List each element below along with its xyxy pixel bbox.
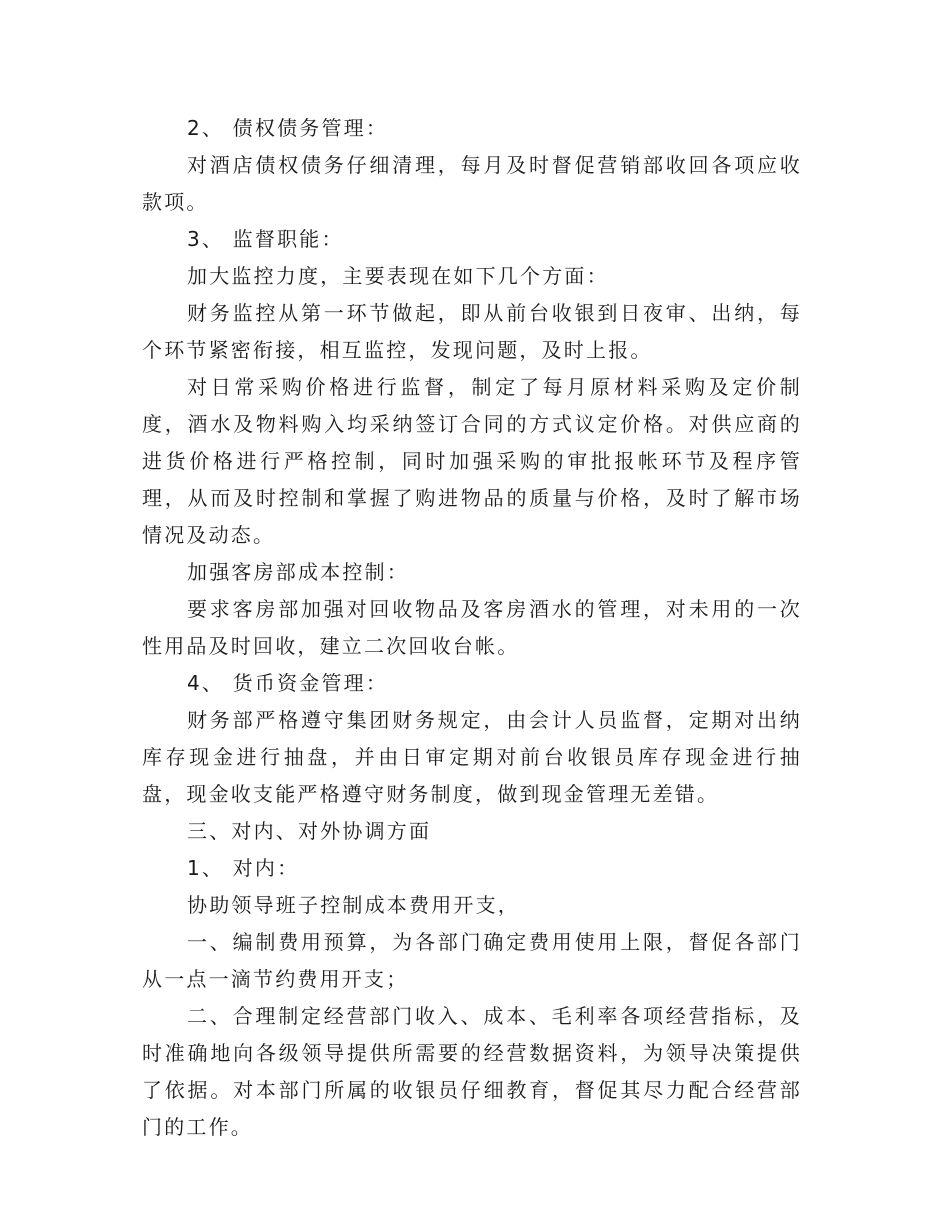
section-heading-coordination: 三、对内、对外协调方面 [187,819,432,843]
section-heading-cash-management: 4、 货币资金管理： [187,671,389,695]
paragraph-monitoring-intro: 加大监控力度，主要表现在如下几个方面： [187,264,609,288]
paragraph-debt-cleanup: 对酒店债权债务仔细清理，每月及时督促营销部收回各项应收款项。 [142,153,802,214]
paragraph-operating-indicators: 二、合理制定经营部门收入、成本、毛利率各项经营指标，及时准确地向各级领导提供所需要的经营数据资料，为领导决策提供了依据。对本部门所属的收银员仔细教育，督促其尽力配合经营部门的工作。 [142,1004,802,1139]
paragraph-purchase-supervision: 对日常采购价格进行监督，制定了每月原材料采购及定价制度，酒水及物料购入均采纳签订合同的方式议定价格。对供应商的进货价格进行严格控制，同时加强采购的审批报帐环节及程序管理，从而及时控制和掌握了购进物品的质量与价格，及时了解市场情况及动态。 [142,375,802,547]
paragraph-cash-management: 财务部严格遵守集团财务规定，由会计人员监督，定期对出纳库存现金进行抽盘，并由日审定期对前台收银员库存现金进行抽盘，现金收支能严格遵守财务制度，做到现金管理无差错。 [142,708,802,806]
paragraph-cost-control-intro: 协助领导班子控制成本费用开支， [187,893,520,917]
section-heading-internal: 1、 对内： [187,856,300,880]
paragraph-financial-monitoring: 财务监控从第一环节做起，即从前台收银到日夜审、出纳，每个环节紧密衔接，相互监控，发现问题，及时上报。 [142,301,802,362]
document-body [142,110,802,1146]
paragraph-housekeeping-cost-heading: 加强客房部成本控制： [187,560,409,584]
section-heading-supervision: 3、 监督职能： [187,227,344,251]
section-heading-debt-management: 2、 债权债务管理： [187,116,389,140]
paragraph-budget: 一、编制费用预算，为各部门确定费用使用上限，督促各部门从一点一滴节约费用开支； [142,930,802,991]
paragraph-housekeeping-cost: 要求客房部加强对回收物品及客房酒水的管理，对未用的一次性用品及时回收，建立二次回收台帐。 [142,597,802,658]
